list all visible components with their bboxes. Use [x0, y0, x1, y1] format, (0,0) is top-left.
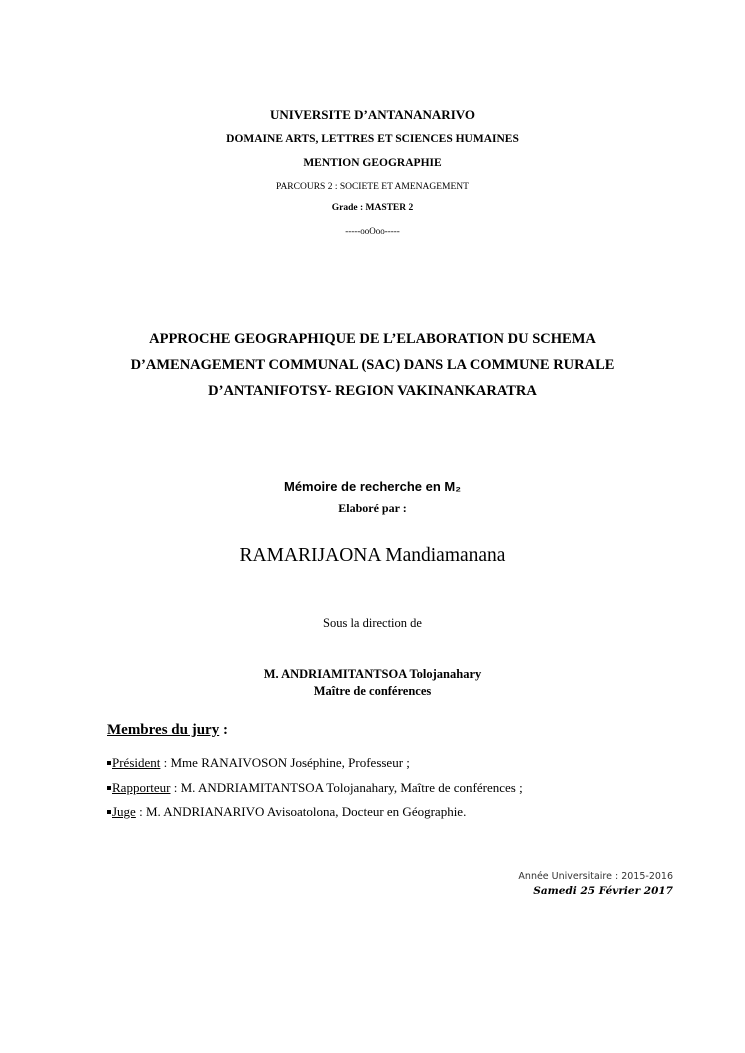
- jury-member-text: : M. ANDRIAMITANTSOA Tolojanahary, Maître de conférences ;: [170, 780, 523, 795]
- jury-heading-colon: :: [219, 722, 228, 738]
- director-name: M. ANDRIAMITANTSOA Tolojanahary: [263, 667, 482, 681]
- direction-intro: Sous la direction de: [323, 616, 422, 630]
- jury-member-text: : M. ANDRIANARIVO Avisoatolona, Docteur en Géographie.: [135, 804, 467, 819]
- jury-role: Rapporteur: [112, 780, 171, 795]
- elaborated-by-label: Elaboré par :: [338, 501, 407, 515]
- academic-year: Année Universitaire : 2015-2016: [518, 871, 673, 882]
- memoire-label: Mémoire de recherche en M₂: [283, 479, 461, 494]
- bullet-icon: [107, 786, 111, 790]
- bullet-icon: [107, 810, 111, 814]
- jury-heading-text: Membres du jury: [107, 722, 220, 738]
- domain-name: DOMAINE ARTS, LETTRES ET SCIENCES HUMAINES: [226, 133, 519, 145]
- thesis-title-line-2: D’AMENAGEMENT COMMUNAL (SAC) DANS LA COMMUNE RURALE: [130, 357, 615, 373]
- thesis-title-line-1: APPROCHE GEOGRAPHIQUE DE L’ELABORATION DU SCHEMA: [149, 331, 596, 347]
- defense-date: Samedi 25 Février 2017: [533, 885, 673, 897]
- author-name: RAMARIJAONA Mandiamanana: [239, 545, 506, 566]
- director-role: Maître de conférences: [313, 684, 432, 698]
- university-name: UNIVERSITE D’ANTANANARIVO: [270, 107, 475, 122]
- jury-member-text: : Mme RANAIVOSON Joséphine, Professeur ;: [160, 755, 410, 770]
- parcours-name: PARCOURS 2 : SOCIETE ET AMENAGEMENT: [276, 182, 469, 192]
- jury-member-rapporteur: [107, 780, 523, 796]
- mention-name: MENTION GEOGRAPHIE: [303, 157, 442, 169]
- jury-member-juge: [107, 804, 466, 820]
- separator-ornament: -----ooOoo-----: [345, 226, 400, 236]
- thesis-title-line-3: D’ANTANIFOTSY- REGION VAKINANKARATRA: [208, 383, 537, 399]
- jury-member-president: [107, 755, 410, 771]
- jury-heading: [107, 722, 228, 739]
- grade-label: Grade : MASTER 2: [331, 203, 414, 213]
- jury-role: Président: [112, 755, 161, 770]
- jury-role: Juge: [112, 804, 136, 819]
- bullet-icon: [107, 761, 111, 765]
